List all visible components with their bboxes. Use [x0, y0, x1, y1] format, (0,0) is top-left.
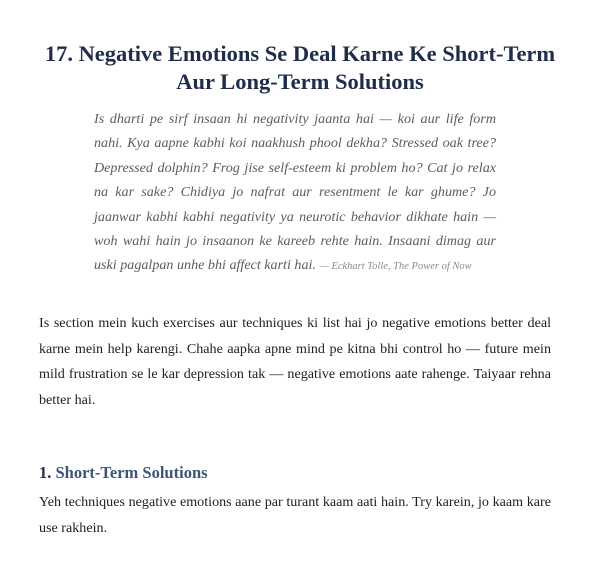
section-heading: [39, 462, 208, 484]
intro-paragraph: Is section mein kuch exercises aur techniques ki list hai jo negative emotions better deal karne mein help karengi. Chahe aapka apne mind pe kitna bhi control ho — future mein mild frustration se le kar depression tak — negative emotions aate rahenge. Taiyaar rehna better hai.: [39, 315, 551, 408]
section-title: Short-Term Solutions: [55, 463, 208, 482]
epigraph-attribution: — Eckhart Tolle, The Power of Now: [319, 261, 472, 273]
section-number: 1.: [39, 463, 52, 482]
epigraph-text: Is dharti pe sirf insaan hi negativity jaanta hai — koi aur life form nahi. Kya aapne kabhi koi naakhush phool dekha? Stressed oak tree? Depressed dolphin? Frog jise self-esteem ki problem ho? Cat jo relax na kar sake? Chidiya jo nafrat aur resentment le kar ghume? Jo jaanwar kabhi kabhi negativity ya neurotic behavior dikhate hain — woh wahi hain jo insaanon ke kareeb rehte hain. Insaani dimag aur uski pagalpan unhe bhi affect karti hai.: [94, 111, 496, 274]
epigraph-quote: [94, 107, 496, 280]
chapter-title: [30, 40, 570, 96]
chapter-title-line-2: Aur Long-Term Solutions: [176, 69, 424, 94]
chapter-title-line-1: 17. Negative Emotions Se Deal Karne Ke Short-Term: [44, 41, 556, 66]
section-paragraph: Yeh techniques negative emotions aane par turant kaam aati hain. Try karein, jo kaam kare use rakhein.: [39, 494, 551, 536]
